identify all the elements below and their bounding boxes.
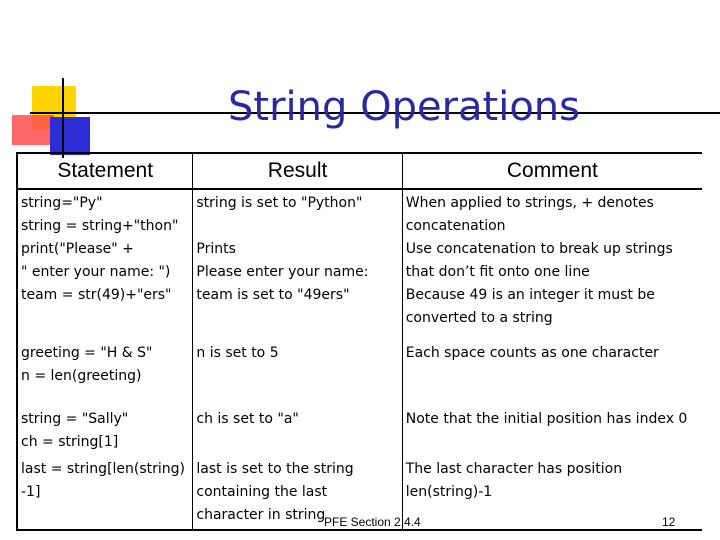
cell-statement <box>17 456 193 530</box>
cell-comment <box>402 456 702 530</box>
comment-line: that don’t fit onto one line <box>405 264 590 280</box>
decor-blue-square <box>50 117 90 155</box>
cell-comment <box>402 332 702 390</box>
comment-line: When applied to strings, + denotes <box>405 195 654 211</box>
comment-line: concatenation <box>405 218 506 234</box>
table-header-row <box>17 153 702 189</box>
cell-statement <box>17 332 193 390</box>
cell-result <box>193 189 402 332</box>
result-line: string is set to "Python" <box>196 195 363 211</box>
page-number: 12 <box>662 515 676 529</box>
statement-line: n = len(greeting) <box>21 368 142 384</box>
cell-comment <box>402 390 702 456</box>
result-line <box>196 215 398 238</box>
statement-line: string="Py" <box>21 195 103 211</box>
table-row <box>17 189 702 332</box>
statement-line: last = string[len(string) <box>21 461 186 477</box>
comment-line: Because 49 is an integer it must be <box>405 287 655 303</box>
statement-line: " enter your name: ") <box>21 264 171 280</box>
statement-line: string = string+"thon" <box>21 218 179 234</box>
statement-line: greeting = "H & S" <box>21 345 153 361</box>
cell-result <box>193 390 402 456</box>
comment-line: len(string)-1 <box>405 484 493 500</box>
table-row <box>17 332 702 390</box>
cell-statement <box>17 390 193 456</box>
header-statement: Statement <box>17 153 193 189</box>
cell-comment <box>402 189 702 332</box>
statement-line: team = str(49)+"ers" <box>21 287 172 303</box>
string-operations-table <box>16 152 702 531</box>
header-result: Result <box>193 153 402 189</box>
header-comment: Comment <box>402 153 702 189</box>
slide-footer: PFE Section 2.4.4 <box>324 515 421 529</box>
result-line: last is set to the string <box>196 461 354 477</box>
result-line: Prints <box>196 241 236 257</box>
table-row <box>17 390 702 456</box>
result-line: team is set to "49ers" <box>196 287 350 303</box>
comment-line: Note that the initial position has index 0 <box>405 411 688 427</box>
comment-line: Each space counts as one character <box>405 345 659 361</box>
cell-result <box>193 332 402 390</box>
result-line: character in string <box>196 507 326 523</box>
result-line: containing the last <box>196 484 328 500</box>
slide-title: String Operations <box>228 84 580 130</box>
statement-line: ch = string[1] <box>21 434 119 450</box>
comment-line: converted to a string <box>405 310 553 326</box>
cell-statement <box>17 189 193 332</box>
comment-line: Use concatenation to break up strings <box>405 241 673 257</box>
result-line: ch is set to "a" <box>196 411 299 427</box>
result-line: Please enter your name: <box>196 264 369 280</box>
decor-red-square <box>12 115 54 145</box>
statement-line: print("Please" + <box>21 241 134 257</box>
comment-line: The last character has position <box>405 461 623 477</box>
decor-vertical-line <box>62 78 64 158</box>
statement-line: string = "Sally" <box>21 411 129 427</box>
result-line: n is set to 5 <box>196 345 279 361</box>
statement-line: -1] <box>21 484 41 500</box>
